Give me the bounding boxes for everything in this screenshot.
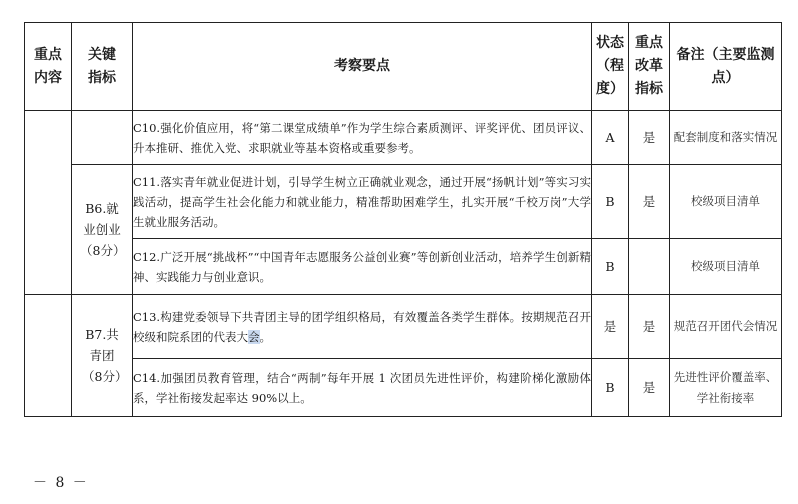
point-c12: C12.广泛开展“挑战杯”“中国青年志愿服务公益创业赛”等创新创业活动，培养学生创新精神、实践能力与创业意识。 [133, 239, 592, 295]
selected-text-highlight[interactable]: 会 [248, 329, 260, 344]
table-row [25, 165, 782, 239]
remark-c10: 配套制度和落实情况 [670, 111, 782, 165]
status-c11: B [592, 165, 629, 239]
indicator-b7: B7.共青团（8分） [72, 295, 133, 417]
table-header-row [25, 23, 782, 111]
page-number: － 8 － [33, 475, 89, 491]
remark-c11: 校级项目清单 [670, 165, 782, 239]
status-c10: A [592, 111, 629, 165]
remark-c13: 规范召开团代会情况 [670, 295, 782, 359]
reform-c13: 是 [629, 295, 670, 359]
key-indicator-cell-1 [72, 111, 133, 165]
table-row [25, 239, 782, 295]
point-c10: C10.强化价值应用，将“第二课堂成绩单”作为学生综合素质测评、评奖评优、团员评议、升本推研、推优入党、求职就业等基本资格或重要参考。 [133, 111, 592, 165]
reform-c12 [629, 239, 670, 295]
evaluation-table [24, 22, 782, 417]
remark-c14: 先进性评价覆盖率、学社衔接率 [670, 359, 782, 417]
header-remarks: 备注（主要监测点） [670, 23, 782, 111]
header-status: 状态（程度） [592, 23, 629, 111]
status-c13: 是 [592, 295, 629, 359]
header-key-reform: 重点改革指标 [629, 23, 670, 111]
status-c14: B [592, 359, 629, 417]
point-c13-end: 。 [259, 329, 271, 344]
table-row [25, 295, 782, 359]
header-inspection-points: 考察要点 [133, 23, 592, 111]
table-row [25, 111, 782, 165]
indicator-b6: B6.就业创业（8分） [72, 165, 133, 295]
point-c13-text: C13.构建党委领导下共青团主导的团学组织格局，有效覆盖各类学生群体。按期规范召开校级和院系团的代表大 [133, 309, 591, 344]
key-content-cell-1 [25, 111, 72, 295]
reform-c11: 是 [629, 165, 670, 239]
point-c13 [133, 295, 592, 359]
point-c11: C11.落实青年就业促进计划，引导学生树立正确就业观念，通过开展“扬帆计划”等实习实践活动，提高学生社会化能力和就业能力，精准帮助困难学生，扎实开展“千校万岗”大学生就业服务活动。 [133, 165, 592, 239]
table-row [25, 359, 782, 417]
header-key-content: 重点内容 [25, 23, 72, 111]
status-c12: B [592, 239, 629, 295]
reform-c10: 是 [629, 111, 670, 165]
reform-c14: 是 [629, 359, 670, 417]
point-c14: C14.加强团员教育管理，结合“两制”每年开展 1 次团员先进性评价，构建阶梯化激励体系，学社衔接发起率达 90%以上。 [133, 359, 592, 417]
remark-c12: 校级项目清单 [670, 239, 782, 295]
header-key-indicator: 关键指标 [72, 23, 133, 111]
key-content-cell-2 [25, 295, 72, 417]
